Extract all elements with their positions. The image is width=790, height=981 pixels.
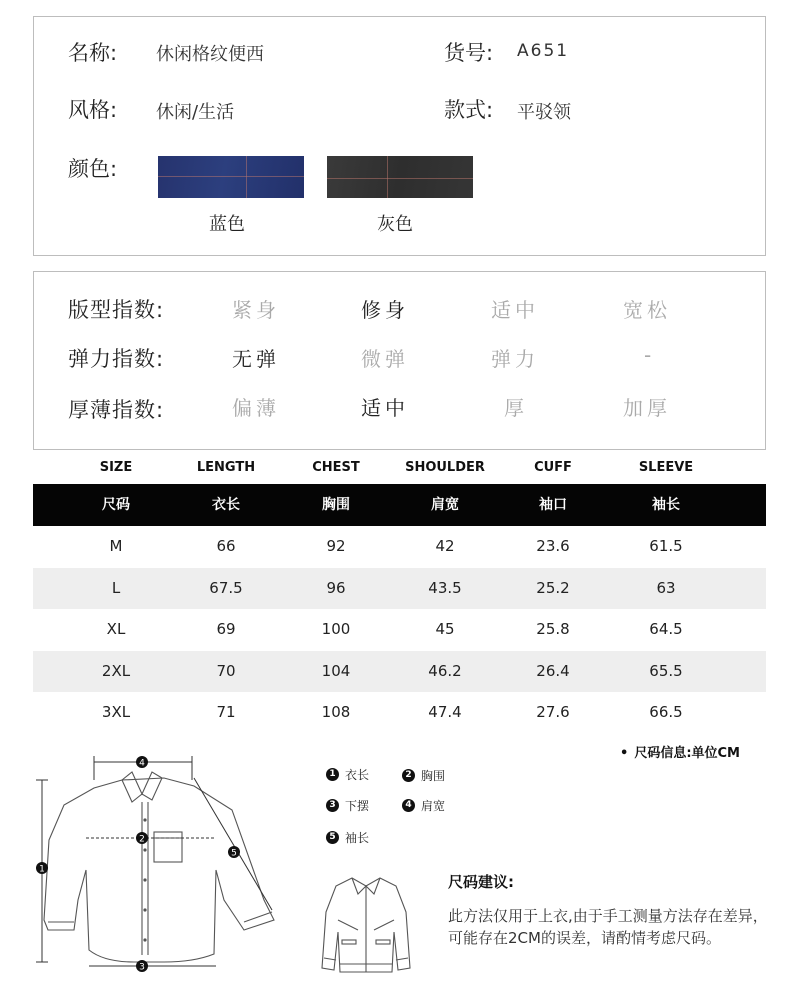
- color-name-gray: 灰色: [377, 214, 413, 235]
- marker-1: 1: [39, 864, 45, 875]
- stretch-option-none: 无弹: [232, 347, 280, 371]
- row-4-cell-4: 27.6: [536, 703, 570, 721]
- name-label: 名称:: [68, 41, 118, 65]
- row-0-cell-1: 66: [216, 537, 236, 555]
- legend-item-shoulder: 4 肩宽: [402, 797, 445, 814]
- table-row: [33, 651, 766, 693]
- row-0-cell-0: M: [109, 537, 123, 555]
- header-en-cell-0: SIZE: [99, 460, 133, 475]
- row-4-cell-1: 71: [216, 703, 236, 721]
- thickness-option-thick: 厚: [504, 396, 528, 420]
- table-row: [33, 526, 766, 568]
- row-1-cell-4: 25.2: [536, 578, 570, 597]
- thickness-option-medium: 适中: [361, 396, 409, 420]
- stretch-option-dash: -: [644, 343, 656, 367]
- fit-index-label: 版型指数:: [68, 298, 165, 322]
- header-en-cell-5: SLEEVE: [638, 460, 694, 475]
- legend-item-chest: 2 胸围: [402, 767, 445, 784]
- table-row: [33, 609, 766, 651]
- cut-label: 款式:: [444, 98, 494, 122]
- name-value: 休闲格纹便西: [156, 44, 264, 65]
- row-4-cell-5: 66.5: [649, 703, 683, 721]
- header-cn-cell-5: 袖长: [652, 497, 680, 513]
- fit-option-regular: 适中: [491, 298, 539, 322]
- row-3-cell-1: 70: [216, 661, 236, 680]
- product-info-panel: [33, 16, 766, 256]
- stretch-option-stretchy: 弹力: [491, 347, 539, 371]
- row-2-cell-5: 64.5: [649, 620, 683, 638]
- diagram-markers: [36, 756, 240, 973]
- fit-index-panel: [33, 271, 766, 450]
- row-0-cell-3: 42: [435, 537, 455, 555]
- row-1-cell-0: L: [111, 578, 121, 597]
- row-1-cell-1: 67.5: [209, 578, 243, 597]
- size-advice-title: 尺码建议:: [448, 873, 514, 891]
- row-4-cell-2: 108: [321, 703, 351, 721]
- fit-option-slim: 修身: [361, 298, 409, 322]
- fit-option-tight: 紧身: [232, 298, 280, 322]
- shirt-measurement-diagram: [34, 750, 284, 978]
- header-en-cell-4: CUFF: [534, 460, 572, 475]
- color-name-blue: 蓝色: [209, 214, 245, 235]
- header-cn-cell-4: 袖口: [539, 497, 567, 513]
- thickness-option-thin: 偏薄: [232, 396, 280, 420]
- row-4-cell-0: 3XL: [101, 703, 131, 721]
- row-0-cell-4: 23.6: [536, 537, 570, 555]
- marker-5: 5: [231, 848, 237, 859]
- row-1-cell-5: 63: [656, 578, 676, 597]
- table-row: [33, 692, 766, 734]
- table-row: [33, 568, 766, 610]
- legend-item-length: 1 衣长: [326, 766, 369, 783]
- legend-item-hem: 3 下摆: [326, 797, 369, 814]
- marker-2: 2: [139, 834, 145, 845]
- sku-label: 货号:: [444, 41, 494, 65]
- row-0-cell-5: 61.5: [649, 537, 683, 555]
- style-label: 风格:: [68, 98, 118, 122]
- row-3-cell-4: 26.4: [536, 661, 570, 680]
- row-2-cell-0: XL: [106, 620, 126, 638]
- header-cn-cell-1: 衣长: [212, 497, 240, 513]
- jacket-illustration: [318, 872, 414, 976]
- header-en-cell-3: SHOULDER: [405, 460, 485, 475]
- row-3-cell-2: 104: [321, 661, 351, 680]
- marker-3: 3: [139, 962, 145, 973]
- header-cn-cell-0: 尺码: [102, 497, 130, 513]
- header-en-cell-1: LENGTH: [196, 460, 256, 475]
- row-3-cell-0: 2XL: [101, 661, 131, 680]
- size-table: [33, 456, 766, 734]
- header-cn-cell-2: 胸围: [322, 497, 350, 513]
- fit-option-loose: 宽松: [623, 298, 671, 322]
- header-cn-cell-3: 肩宽: [431, 497, 459, 513]
- size-table-english-header: [33, 456, 766, 484]
- row-0-cell-2: 92: [326, 537, 346, 555]
- color-label: 颜色:: [68, 157, 118, 181]
- thickness-option-extra-thick: 加厚: [623, 396, 671, 420]
- cut-value: 平驳领: [517, 102, 571, 123]
- row-2-cell-4: 25.8: [536, 620, 570, 638]
- sku-value: A651: [517, 41, 570, 61]
- row-3-cell-3: 46.2: [428, 661, 462, 680]
- row-2-cell-3: 45: [435, 620, 455, 638]
- legend-item-sleeve: 5 袖长: [326, 829, 369, 846]
- marker-4: 4: [139, 758, 145, 769]
- style-value: 休闲/生活: [156, 102, 235, 123]
- row-3-cell-5: 65.5: [649, 661, 683, 680]
- row-2-cell-1: 69: [216, 620, 236, 638]
- row-2-cell-2: 100: [321, 620, 351, 638]
- header-en-cell-2: CHEST: [312, 460, 360, 475]
- thickness-index-label: 厚薄指数:: [68, 398, 165, 422]
- color-swatch-gray[interactable]: [327, 156, 473, 198]
- size-table-header: [33, 484, 766, 526]
- stretch-option-slight: 微弹: [361, 347, 409, 371]
- row-1-cell-3: 43.5: [428, 578, 462, 597]
- stretch-index-label: 弹力指数:: [68, 347, 165, 371]
- color-swatch-blue[interactable]: [158, 156, 304, 198]
- unit-note: • 尺码信息:单位CM: [620, 742, 740, 761]
- size-advice-text: 此方法仅用于上衣,由于手工测量方法存在差异，可能存在2CM的误差，请酌情考虑尺码。: [448, 907, 768, 947]
- row-1-cell-2: 96: [326, 578, 346, 597]
- row-4-cell-3: 47.4: [428, 703, 462, 721]
